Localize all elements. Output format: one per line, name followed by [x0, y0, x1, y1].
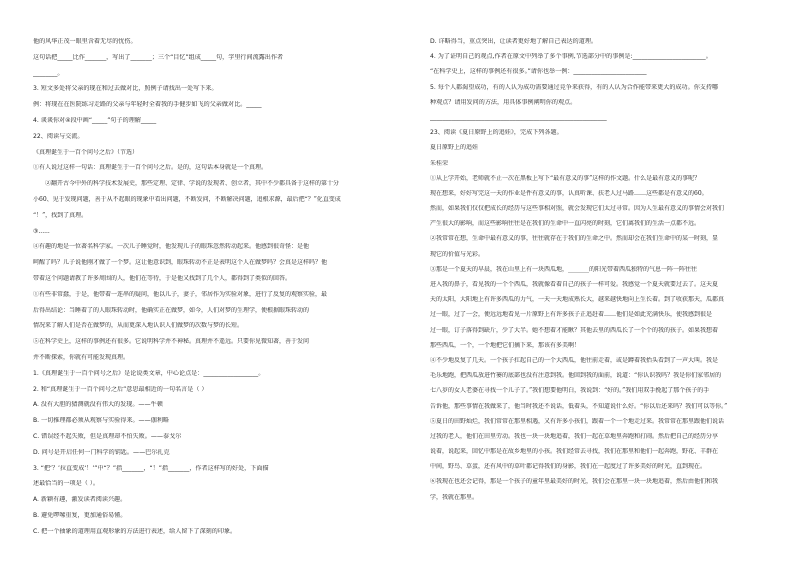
right-text-line: 告诉他，那些事情在我做来了，他当时我还不说话，低着头，不知道说什么好。“你以后还来吗？我们可以等你。”: [430, 402, 728, 410]
left-text-line: 2. 和“真理诞生于一百个问号之后”意思最相近的一句名言是（ ）: [33, 385, 208, 393]
left-text-line: 小60、见于发现问题，善于从不起眼的现象中看出问题，不断发问，不断解决问题，追根求源，最后把“？”化直变成: [33, 195, 341, 203]
left-text-line: ①有些非常蠢，于是，他带着一连串的疑问，他以儿子，妻子，邻居作为实验对象，进行了反复的观察实验，最: [33, 290, 328, 298]
left-text-line: ③......: [33, 227, 50, 235]
right-text-line: 说着，说起来，回忆中那是在故乡地里的小孩。我们经常去寻找，我们在那里和他们一起奔跑，野花、羊群在: [430, 448, 719, 456]
right-column: [430, 38, 776, 509]
left-text-line: 22、阅读与交流。: [33, 132, 84, 140]
right-text-line: 过一眼，订子落得到缺斤，少了大半。她不想着才能瞅？其他去里的西瓜长了一个个的我的孩子。如果我想着: [430, 326, 719, 334]
right-text-line: __________________________________________________________: [430, 113, 607, 121]
right-text-line: 产生很大的影响，而这些影响往往是在我们的生命中一直闪亮的时刻，它们离我们的生活一点都不远。: [430, 220, 701, 228]
left-text-line: 后得出结论：当睡着了的人眼珠转动时，他确实正在做梦，如今，人们对梦的生理学，便根据眼珠转动的: [33, 306, 310, 314]
right-text-line: ②我常常在想，生命中最有意义的事，往往就存在于我们的生命之中。然而却会在我们生命中的某一时刻，显: [430, 235, 719, 243]
right-text-line: 天的太阳，大阳地上有许多西瓜的力气，一天一天地成熟长大，越来越快地向上生长着。到了收获那天，瓜都真: [430, 296, 725, 304]
left-text-line: C. 错误经不起失败，但是真理却不怕失败。——泰戈尔: [33, 432, 182, 440]
left-text-line: D. 问号是开启任何一门科学的钥匙。——巴尔扎克: [33, 448, 170, 456]
right-text-line: ①从上学开始，老师就不止一次在黑板上写下“最有意义的事”这样的作文题。什么是最有意义的事呢？: [430, 174, 701, 182]
right-text-line: 学，我就在那里。: [430, 493, 479, 501]
left-text-line: 4. 谈谈你对④段中画“_____”句子的理解_____: [33, 116, 157, 124]
left-text-line: 呵醒了吗？儿子说他刚才做了一个梦。这让他意识到，眼珠转动不正是表明这个人在做梦吗？会真是这样吗？他: [33, 259, 328, 267]
left-text-line: A. 新颖有趣，激发读者阅读兴趣。: [33, 496, 127, 504]
right-text-line: 中间，野鸟、草蛋，还有风中的草叶都记得我们的身影，我们在一起度过了许多美好的时光，直到现在。: [430, 463, 707, 471]
left-text-line: “！”，找到了真理。: [33, 211, 88, 219]
right-text-line: 进入我的鼻子，看见我的一个个西瓜，我就像看着自己的孩子一样可爱。我感觉一个夏天就要过去了。这天夏: [430, 281, 719, 288]
right-text-line: 过我的老人，他们在田里劳动。我也一块一块地追着，我们一起在草地里奔跑和打闹。然后把自己的经历分享: [430, 432, 719, 440]
left-text-line: 这句话把_____比作_______，写出了_______；三个“目忆”组成_____句，字里行间流露出作者: [33, 53, 284, 61]
right-text-line: 然而，如果我们仅仅把成长的经历与这些事相对照，就会发现它们太过寻常。因为人生最有意义的事情会对我们: [430, 205, 725, 213]
right-text-line: 现在想来，好好写完这一天的作业是件有意义的事，认真听课、扶老人过马路……这些都是有意义的60。: [430, 189, 708, 197]
left-text-line: ①有人说过这样一句话：真理诞生于一百个问号之后。是的，这句话本身就是一个真理。: [33, 164, 268, 172]
left-text-line: B. 一切推理都必须从观察与实验得来。——伽利略: [33, 417, 170, 425]
left-text-line: ④有趣的地是一位著名科学家。一次儿子睡觉时，他发现儿子的眼珠忽然转动起来。他感到很奇怪：是他: [33, 243, 310, 251]
right-text-line: 夏日原野上的追娃: [430, 144, 479, 152]
right-text-line: 现它的价值与光彩。: [430, 250, 485, 258]
right-text-line: D. 详略得当，重点突出，让读者更好地了解自己表达的道理。: [430, 38, 598, 45]
left-text-line: 述最恰当的一项是（ ）。: [33, 480, 99, 488]
left-text-line: 并不断探索，你就有可能发现真理。: [33, 353, 130, 361]
right-text-line: 23、阅读《夏日原野上的追娃》，完成下列各题。: [430, 129, 563, 137]
right-text-line: 那些西瓜，一个，一个地把它们摘下来，那该有多美啊！: [430, 341, 581, 349]
right-text-line: “在科学史上，这样的事例还有很多。”请你也举一例：________________________: [430, 68, 647, 76]
right-text-line: ④不少地反复了几天。一个孩子扛起自己的一个大西瓜，他往前走着，或是蹲着我抬头看到了一声大叫。我是: [430, 356, 719, 364]
right-text-line: ⑥我现在也还会记得，那是一个孩子的童年里最美好的时光，我们会在那里一块一块地追着，然后由他们和我: [430, 478, 719, 486]
left-text-line: 情况来了解人们是否在做梦的，从而更深入地认识人们做梦的次数与梦的长短。: [33, 322, 244, 330]
right-text-line: 七八岁的女人老婆在寻找一个儿子了。”我们想要他明白，我说到：“好的。”我们用双手挽起了那个孩子的手: [430, 387, 710, 395]
right-text-line: 朱桂荣: [430, 159, 449, 167]
left-text-line: 1.《真理诞生于一百个问号之后》是论说类文章，中心论点是：__________________。: [33, 369, 265, 377]
left-text-line: 3. 短文多处将父亲的现在和过去做对比，照例子请找出一处写下来。: [33, 85, 218, 93]
right-text-line: ⑤夏日的田野灿烂，我们常常在那里相遇，又有许多小孩们，跟着一个一个地走过来。我常常在那里跟他们说话: [430, 417, 725, 425]
left-text-line: C. 把一个抽象的道理用直观形象的方法进行表述，给人留下了深刻的印象。: [33, 527, 237, 535]
left-text-line: ②翻开古今中外的科学技术发展史，那些定理、定律、学说的发现者、创立者，其中不少都具备于这样的第十分: [45, 180, 340, 188]
right-text-line: 毛乐地跑，把西瓜放进竹篓的底部也没有注意到我。他回到我的面前，说道：“你认识我吗？我是你们家邻居的: [430, 372, 722, 380]
left-text-line: ⑤在科学史上，这样的事例还有很多。它说明科学并不神秘。真理并不遥远。只要你见微知著，善于发问: [33, 338, 310, 346]
right-text-line: ③那是一个夏天的早晨，我在山里上有一块西瓜地，_______的阳光带着西瓜独特的气息一阵一阵往往: [430, 265, 698, 273]
right-text-line: 5. 每个人都渴望成功，有的人认为成功需要通过竞争来获得，有的人认为合作能带来更大的成功。你支持哪: [430, 83, 719, 91]
right-text-line: 4. 为了证明自己的观点,作者在原文中列举了多个事例,节选部分中的事例是:________________________。: [430, 53, 712, 61]
left-text-line: A. 没有大胆的猜测就没有伟大的发现。——牛顿: [33, 401, 163, 409]
left-text-line: 3. “把‘？’拉直变成‘！’”中“？”指_______，“！”指_______，作者这样写的好处，下面描: [33, 464, 269, 472]
left-text-line: 他的风华正茂一眼里含着无尽的忧伤。: [33, 38, 137, 45]
left-text-line: B. 避免啰嗦重复，更加通俗易懂。: [33, 511, 127, 519]
left-text-line: 带着这个问题请教了许多周围的人，他们在等待，于是他又找到了几个人，都得到了类似的回答。: [33, 274, 292, 282]
right-text-line: 种观点？请用发问的方法，用具体事例阐明你的观点。: [430, 98, 577, 106]
left-column: [33, 38, 389, 544]
right-text-line: 过一眼，过了一会，便远远地看见一片原野上有许多孩子正追赶着……他们是如此充满快乐，使我感到很是: [430, 311, 713, 319]
left-text-line: ________。: [33, 69, 64, 77]
left-text-line: 例：将现在在医院练习走路的父亲与年轻时全着我的手健步如飞的父亲做对比。_____: [33, 101, 262, 109]
left-text-line: 《真理诞生于一百个问号之后》（节选）: [33, 148, 139, 156]
